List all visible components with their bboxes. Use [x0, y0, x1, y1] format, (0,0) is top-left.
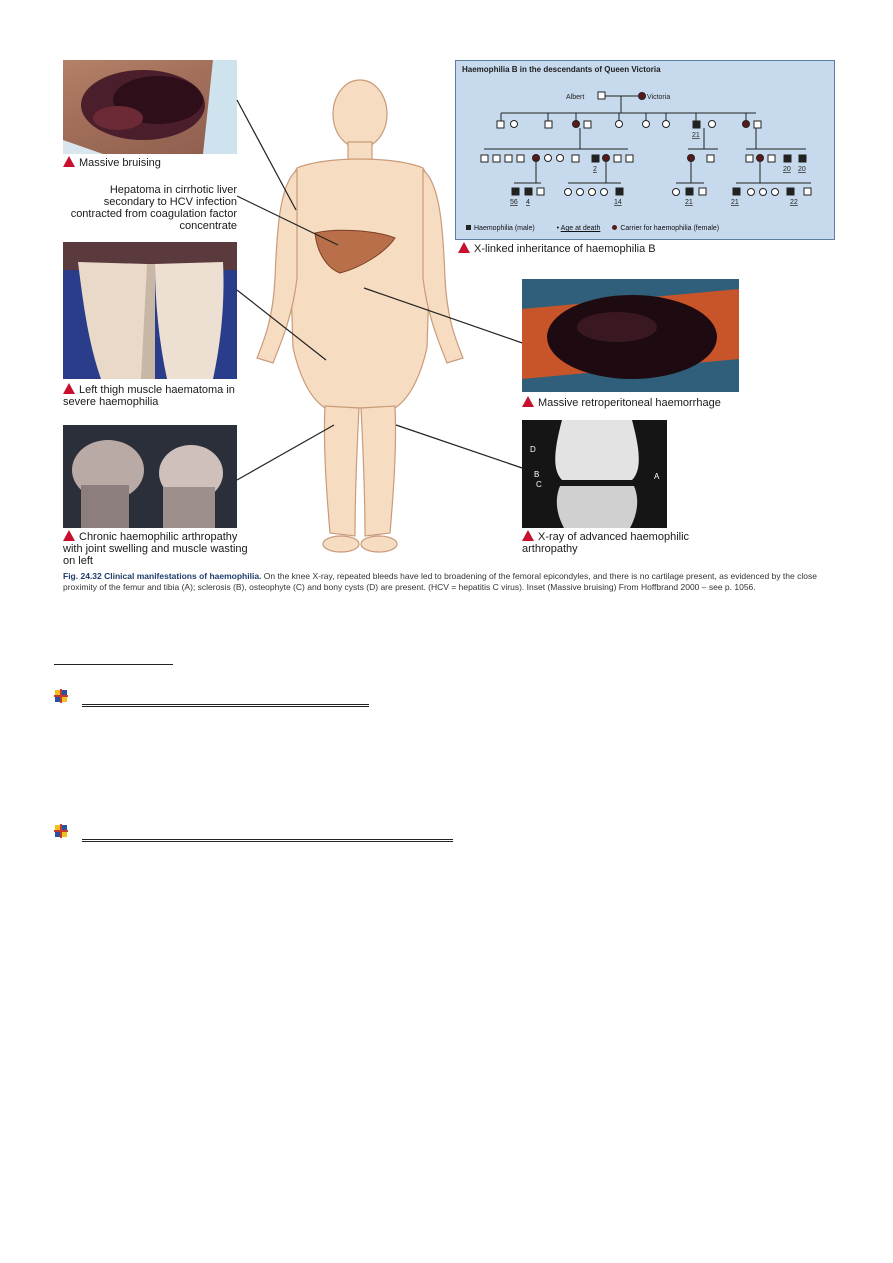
red-triangle-icon	[522, 530, 534, 541]
haemorrhage-illustration	[522, 279, 739, 392]
bullet-icon	[54, 689, 68, 703]
age-label: 22	[790, 199, 798, 206]
xray-label-b: B	[534, 470, 540, 479]
heading-underline	[82, 839, 453, 842]
separator-line	[54, 664, 173, 665]
knee-xray-illustration	[522, 420, 667, 528]
thigh-caption: Left thigh muscle haematoma in severe haemophilia	[63, 384, 235, 408]
retroperitoneal-photo	[522, 279, 739, 392]
pedigree-tree	[456, 61, 834, 239]
red-triangle-icon	[522, 396, 534, 407]
pedigree-chart	[455, 60, 835, 240]
age-label: 4	[526, 199, 530, 206]
male-square-icon	[466, 225, 471, 230]
arthropathy-caption: Chronic haemophilic arthropathy with joint swelling and muscle wasting on left	[63, 531, 248, 567]
retroperitoneal-caption: Massive retroperitoneal haemorrhage	[522, 396, 721, 409]
heading-underline	[82, 704, 369, 707]
xray-label-a: A	[654, 472, 660, 481]
hepatoma-caption: Hepatoma in cirrhotic liver secondary to HCV infection contracted from coagulation factor concentrate	[70, 184, 237, 232]
victoria-label: Victoria	[647, 94, 671, 101]
age-label: 21	[685, 199, 693, 206]
age-label: 21	[731, 199, 739, 206]
pedigree-caption: X-linked inheritance of haemophilia B	[458, 242, 656, 255]
age-label: 56	[510, 199, 518, 206]
pedigree-legend: Haemophilia (male) • Age at death Carrier for haemophilia (female)	[466, 225, 739, 232]
figure-number: Fig. 24.32	[63, 571, 102, 581]
bruising-caption: Massive bruising	[63, 156, 161, 169]
age-label: 20	[783, 166, 791, 173]
red-triangle-icon	[458, 242, 470, 253]
bullet-icon	[54, 824, 68, 838]
figure-caption	[63, 571, 833, 593]
figure-text: On the knee X-ray, repeated bleeds have led to broadening of the femoral epicondyles, and there is no cartilage present, as evidenced by the close proximity of the femur and tibia (A); sclerosis (B), osteophyte (C) and bony cysts (D) are present. (HCV = hepatitis C virus). Inset (Massive bruising) From Hoffbrand 2000 – see p. 1056.	[63, 571, 817, 592]
pedigree-title: Haemophilia B in the descendants of Queen Victoria	[462, 65, 661, 74]
age-label: 2	[593, 166, 597, 173]
carrier-circle-icon	[612, 225, 617, 230]
xray-label-c: C	[536, 480, 542, 489]
xray-photo	[522, 420, 667, 528]
xray-caption: X-ray of advanced haemophilic arthropathy	[522, 531, 690, 555]
age-label: 20	[798, 166, 806, 173]
age-label: 14	[614, 199, 622, 206]
albert-label: Albert	[566, 94, 585, 101]
figure-title: Clinical manifestations of haemophilia.	[104, 571, 262, 581]
xray-label-d: D	[530, 445, 536, 454]
age-label: 21	[692, 132, 700, 139]
